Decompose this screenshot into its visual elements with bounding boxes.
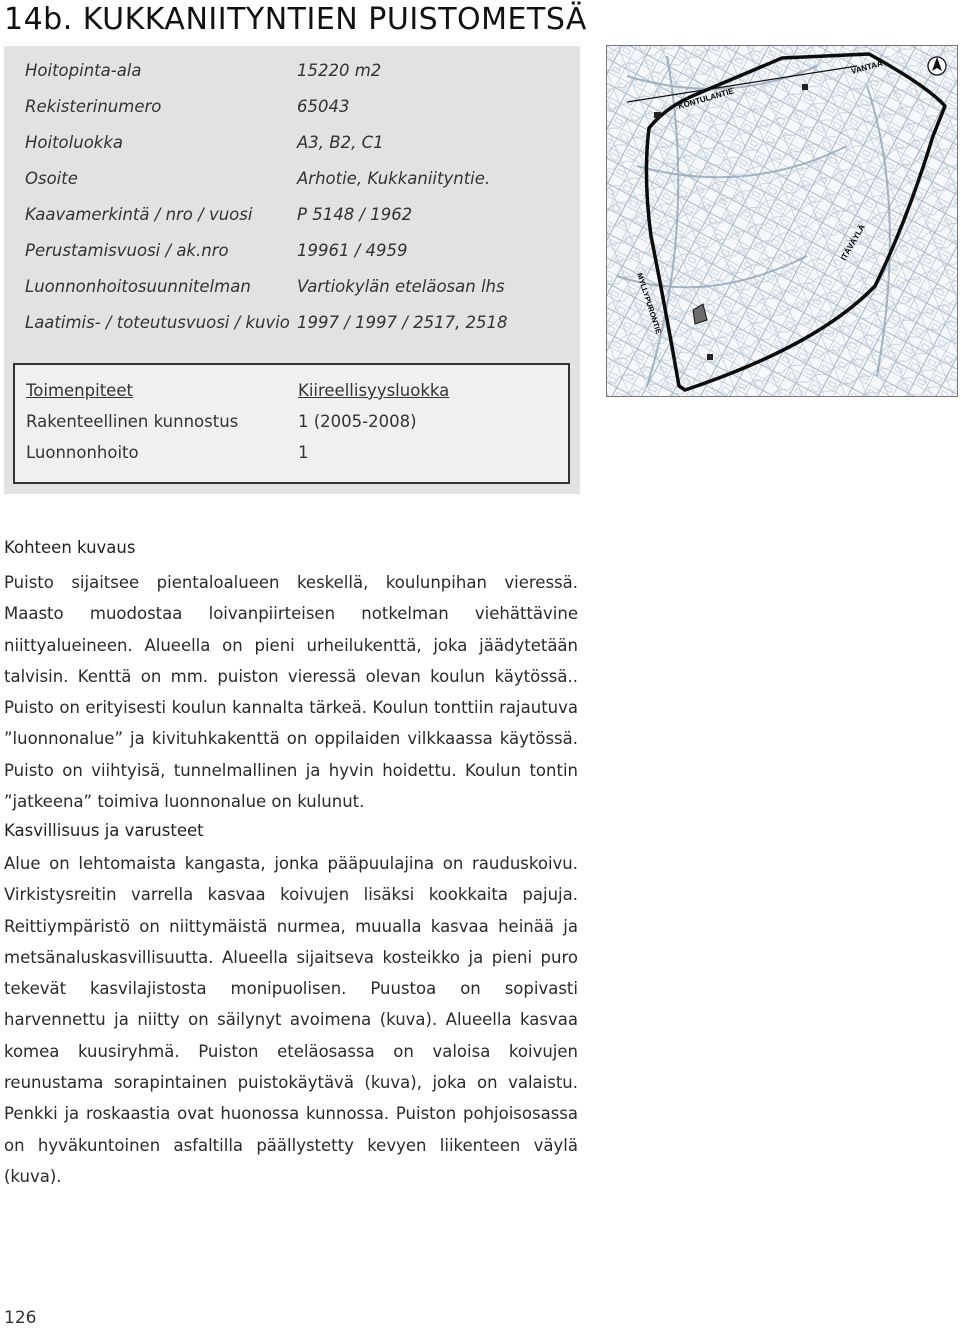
info-label: Rekisterinumero xyxy=(25,97,162,116)
description-text: Puisto sijaitsee pientaloalueen keskellä, koulunpihan vieressä. Maasto muodostaa loivanpiirteisen notkelman viehättävine niittyalueineen. Alueella on pieni urheilukenttä, joka jäädytetään talvisin. Kenttä on mm. puiston vieressä olevan koulun käytössä.. Puisto on erityisesti koulun kannalta tärkeä. Koulun tonttiin rajautuva ”luonnonalue” ja kivituhkakenttä on oppilaiden vilkkaassa käytössä. Puisto on viihtyisä, tunnelmallinen ja hyvin hoidettu. Koulun tontin ”jatkeena” toimiva luonnonalue on kulunut. xyxy=(4,573,578,812)
info-row-plan xyxy=(25,277,505,296)
description-heading: Kohteen kuvaus xyxy=(4,538,136,557)
actions-header-left: Toimenpiteet xyxy=(26,381,133,400)
info-value: A3, B2, C1 xyxy=(297,133,384,152)
info-label: Perustamisvuosi / ak.nro xyxy=(25,241,229,260)
info-row-address xyxy=(25,169,491,188)
info-value: 65043 xyxy=(297,97,350,116)
info-panel xyxy=(4,46,580,494)
info-value: P 5148 / 1962 xyxy=(297,205,413,224)
action-value: 1 (2005-2008) xyxy=(298,412,417,431)
info-row-register xyxy=(25,97,350,116)
page-number: 126 xyxy=(4,1308,37,1328)
actions-box xyxy=(13,363,570,484)
map-label: ITÄVÄYLÄ xyxy=(838,222,867,262)
location-map xyxy=(606,45,958,397)
map-label: VANTAA xyxy=(850,58,884,76)
info-row-years xyxy=(25,313,508,332)
info-label: Luonnonhoitosuunnitelman xyxy=(25,277,251,296)
action-label: Rakenteellinen kunnostus xyxy=(26,412,239,431)
info-row-founded xyxy=(25,241,408,260)
info-row-area xyxy=(25,61,382,80)
info-label: Laatimis- / toteutusvuosi / kuvio xyxy=(25,313,290,332)
info-value: 19961 / 4959 xyxy=(297,241,408,260)
info-row-class xyxy=(25,133,384,152)
map-label: KONTULANTIE xyxy=(677,86,735,111)
page-title: 14b. KUKKANIITYNTIEN PUISTOMETSÄ xyxy=(4,2,587,37)
info-label: Kaavamerkintä / nro / vuosi xyxy=(25,205,253,224)
info-value: 1997 / 1997 / 2517, 2518 xyxy=(297,313,508,332)
info-label: Hoitopinta-ala xyxy=(25,61,142,80)
vegetation-text: Alue on lehtomaista kangasta, jonka pääpuulajina on rauduskoivu. Virkistysreitin varrella kasvaa koivujen lisäksi kookkaita pajuja. Reittiympäristö on niittymäistä nurmea, muualla kasvaa heinää ja metsänaluskasvillisuutta. Alueella sijaitseva kosteikko ja pieni puro tekevät kasvilajistosta monipuolisen. Puustoa on sopivasti harvennettu ja niitty on säilynyt avoimena (kuva). Alueella kasvaa komea kuusiryhmä. Puiston eteläosassa on valoisa koivujen reunustama sorapintainen puistokäytävä (kuva), joka on valaistu. Penkki ja roskaastia ovat huonossa kunnossa. Puiston pohjoisosassa on hyväkuntoinen asfaltilla päällystetty kevyen liikenteen väylä (kuva). xyxy=(4,854,578,1186)
info-value: Vartiokylän eteläosan lhs xyxy=(297,277,505,296)
info-value: 15220 m2 xyxy=(297,61,382,80)
map-drawing xyxy=(607,46,957,396)
info-label: Osoite xyxy=(25,169,78,188)
actions-header xyxy=(26,381,450,400)
action-row xyxy=(26,443,309,462)
map-label: MYLLYPURONTIE xyxy=(635,271,664,335)
info-value: Arhotie, Kukkaniityntie. xyxy=(297,169,491,188)
action-row xyxy=(26,412,417,431)
action-value: 1 xyxy=(298,443,309,462)
action-label: Luonnonhoito xyxy=(26,443,139,462)
vegetation-heading: Kasvillisuus ja varusteet xyxy=(4,821,204,840)
actions-header-right: Kiireellisyysluokka xyxy=(298,381,450,400)
info-label: Hoitoluokka xyxy=(25,133,124,152)
info-row-zoning xyxy=(25,205,413,224)
